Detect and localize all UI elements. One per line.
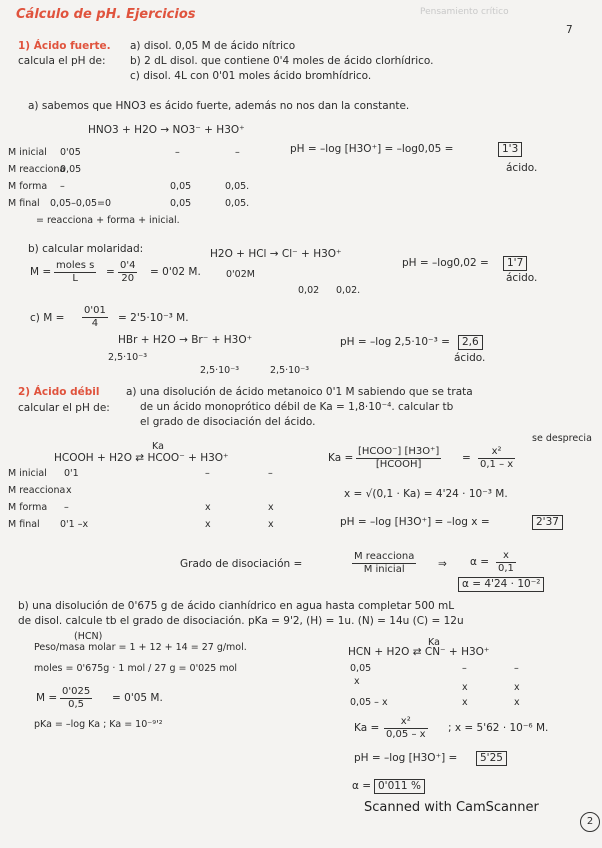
fraction-numerator: [HCOO⁻] [H3O⁺] — [358, 446, 440, 457]
table-cell: – — [60, 181, 65, 192]
fraction — [82, 305, 108, 330]
table-cell: 0,05 — [170, 198, 192, 209]
ph-equation: pH = –log [H3O⁺] = –log0,05 = — [290, 143, 454, 155]
ka-label: Ka = — [328, 452, 354, 464]
molarity-result: = 2'5·10⁻³ M. — [118, 312, 189, 324]
part-b2-statement: de disol. calcule tb el grado de disociación. pKa = 9'2, (H) = 1u. (N) = 14u (C) = 12u — [18, 615, 464, 627]
row-label: M inicial — [8, 468, 47, 479]
fraction — [118, 260, 137, 285]
molarity-label: M = — [30, 266, 52, 278]
table-cell: – — [64, 502, 69, 513]
result-label: ácido. — [506, 162, 538, 174]
table-cell: x — [268, 502, 274, 513]
table-cell: x — [462, 682, 468, 693]
ph-equation: pH = –log 2,5·10⁻³ = — [340, 336, 450, 348]
table-cell: 0,05 – x — [350, 697, 388, 708]
ph-equation: pH = –log0,02 = — [402, 257, 489, 269]
reaction-equation: HBr + H2O → Br⁻ + H3O⁺ — [118, 334, 253, 346]
annotation: se desprecia — [532, 433, 592, 444]
table-cell: x — [514, 682, 520, 693]
fraction-numerator: M reacciona — [354, 551, 415, 562]
fraction-denominator: 4 — [91, 318, 99, 329]
table-cell: 0,02 — [298, 285, 320, 296]
fraction — [496, 550, 516, 575]
table-cell: 0'1 — [64, 468, 79, 479]
equilibrium-constant-mark: Ka — [152, 441, 164, 452]
fraction-numerator: x² — [384, 716, 428, 729]
fraction — [478, 446, 515, 471]
fraction-numerator: x — [496, 550, 516, 563]
result-label: ácido. — [506, 272, 538, 284]
exercise-item: c) disol. 4L con 0'01 moles ácido bromhídrico. — [130, 70, 372, 82]
row-label: M forma — [8, 502, 48, 513]
moles-calc: moles = 0'675g · 1 mol / 27 g = 0'025 mol — [34, 663, 238, 674]
table-cell: 0,05. — [225, 181, 250, 192]
fraction-denominator: 0,1 – x — [480, 459, 514, 470]
part-c-label: c) M = — [30, 312, 65, 324]
row-label: M inicial — [8, 147, 47, 158]
row-label: M reacciona — [8, 485, 66, 496]
molarity-label: M = — [36, 692, 58, 704]
table-cell: – — [235, 147, 240, 158]
table-cell: x — [205, 502, 211, 513]
fraction-numerator: 0'01 — [84, 305, 106, 316]
part-b-statement: b) calcular molaridad: — [28, 243, 144, 255]
ph-result-box: 2,6 — [458, 335, 483, 350]
ph-equation: pH = –log [H3O⁺] = –log x = — [340, 516, 490, 528]
ph-result-box: 1'7 — [503, 256, 527, 271]
row-label: M reacciona — [8, 164, 66, 175]
fraction — [384, 716, 428, 741]
alpha-result-box: 0'011 % — [374, 779, 425, 794]
grado-label: Grado de disociación = — [180, 558, 303, 570]
table-cell: – — [268, 468, 273, 479]
arrow-symbol: ⇒ — [438, 558, 447, 570]
table-cell: x — [268, 519, 274, 530]
ph-result-box: 5'25 — [476, 751, 507, 766]
exercise-text: el grado de disociación del ácido. — [140, 416, 316, 428]
molar-mass: Peso/masa molar = 1 + 12 + 14 = 27 g/mol. — [34, 642, 247, 653]
equilibrium-constant-mark: Ka — [428, 637, 440, 648]
part-b2-statement: b) una disolución de 0'675 g de ácido cianhídrico en agua hasta completar 500 mL — [18, 600, 455, 612]
table-cell: 0,05 — [170, 181, 192, 192]
table-cell: 0'1 –x — [60, 519, 89, 530]
molarity-result: = 0'02 M. — [150, 266, 201, 278]
table-cell: 0,05–0,05=0 — [50, 198, 112, 209]
reaction-equation: H2O + HCl → Cl⁻ + H3O⁺ — [210, 248, 342, 260]
alpha-label: α = — [352, 780, 372, 792]
fraction-numerator: 0'4 — [120, 260, 136, 271]
table-cell: x — [66, 485, 72, 496]
table-cell: 0,05 — [60, 164, 82, 175]
table-cell: 0'02M — [226, 269, 255, 280]
table-cell: x — [462, 697, 468, 708]
formula-label: (HCN) — [74, 631, 103, 642]
scanner-watermark: Scanned with CamScanner — [364, 800, 539, 815]
table-cell: 0'05 — [60, 147, 81, 158]
fraction — [356, 446, 441, 471]
section-prompt: calcular el pH de: — [18, 402, 110, 414]
table-cell: 0,05. — [225, 198, 250, 209]
reaction-equation: HCN + H2O ⇄ CN⁻ + H3O⁺ — [348, 646, 490, 658]
fraction — [60, 686, 92, 711]
table-cell: – — [462, 663, 467, 674]
fraction-denominator: [HCOOH] — [375, 459, 422, 470]
equals-sign: = — [106, 266, 115, 278]
section-heading: 1) Ácido fuerte. — [18, 40, 111, 52]
ph-equation: pH = –log [H3O⁺] = — [354, 752, 458, 764]
table-cell: – — [514, 663, 519, 674]
pka-relation: pKa = –log Ka ; Ka = 10⁻⁹'² — [34, 719, 163, 730]
row-label: M forma — [8, 181, 48, 192]
page-title: Cálculo de pH. Ejercicios — [16, 7, 196, 22]
exercise-text: de un ácido monoprótico débil de Ka = 1,8·10⁻⁴. calcular tb — [140, 401, 454, 413]
fraction-numerator: moles s — [56, 260, 95, 271]
molarity-result: = 0'05 M. — [112, 692, 163, 704]
exercise-item: b) 2 dL disol. que contiene 0'4 moles de ácido clorhídrico. — [130, 55, 434, 67]
fraction-numerator: 0'025 — [62, 686, 91, 697]
note-text: = reacciona + forma + inicial. — [36, 215, 180, 226]
fraction-denominator: 0,05 – x — [386, 729, 426, 740]
fraction-numerator: x² — [478, 446, 515, 459]
exercise-text: a) una disolución de ácido metanoico 0'1 M sabiendo que se trata — [126, 386, 473, 398]
reaction-equation: HCOOH + H2O ⇄ HCOO⁻ + H3O⁺ — [54, 452, 229, 464]
table-cell: 2,5·10⁻³ — [270, 365, 310, 376]
ka-label: Ka = — [354, 722, 380, 734]
row-label: M final — [8, 198, 40, 209]
table-cell: – — [175, 147, 180, 158]
section-heading: 2) Ácido débil — [18, 386, 100, 398]
fraction — [352, 551, 416, 576]
fraction-denominator: M inicial — [363, 564, 405, 575]
row-label: M final — [8, 519, 40, 530]
alpha-label: α = — [470, 556, 490, 568]
table-cell: x — [514, 697, 520, 708]
part-a-statement: a) sabemos que HNO3 es ácido fuerte, además no nos dan la constante. — [28, 100, 410, 112]
bleed-through-text: Pensamiento crítico — [420, 7, 509, 17]
fraction — [54, 260, 96, 285]
table-cell: 2,5·10⁻³ — [200, 365, 240, 376]
reaction-equation: HNO3 + H2O → NO3⁻ + H3O⁺ — [88, 124, 245, 136]
fraction-denominator: 0,5 — [68, 699, 85, 710]
table-cell: 0,05 — [350, 663, 372, 674]
ph-result-box: 1'3 — [498, 142, 522, 157]
fraction-denominator: 20 — [121, 273, 135, 284]
ph-result-box: 2'37 — [532, 515, 563, 530]
x-equation: x = √(0,1 · Ka) = 4'24 · 10⁻³ M. — [344, 488, 508, 500]
equals-sign: = — [462, 452, 471, 464]
section-prompt: calcula el pH de: — [18, 55, 106, 67]
table-cell: x — [205, 519, 211, 530]
table-cell: x — [354, 676, 360, 687]
page-number: 2 — [580, 812, 600, 832]
table-cell: 2,5·10⁻³ — [108, 352, 148, 363]
fraction-denominator: L — [72, 273, 78, 284]
alpha-result-box: α = 4'24 · 10⁻² — [458, 577, 544, 592]
table-cell: – — [205, 468, 210, 479]
table-cell: 0,02. — [336, 285, 361, 296]
corner-mark: 7 — [566, 24, 573, 36]
result-label: ácido. — [454, 352, 486, 364]
x-result: ; x = 5'62 · 10⁻⁶ M. — [448, 722, 549, 734]
exercise-item: a) disol. 0,05 M de ácido nítrico — [130, 40, 296, 52]
fraction-denominator: 0,1 — [498, 563, 514, 574]
